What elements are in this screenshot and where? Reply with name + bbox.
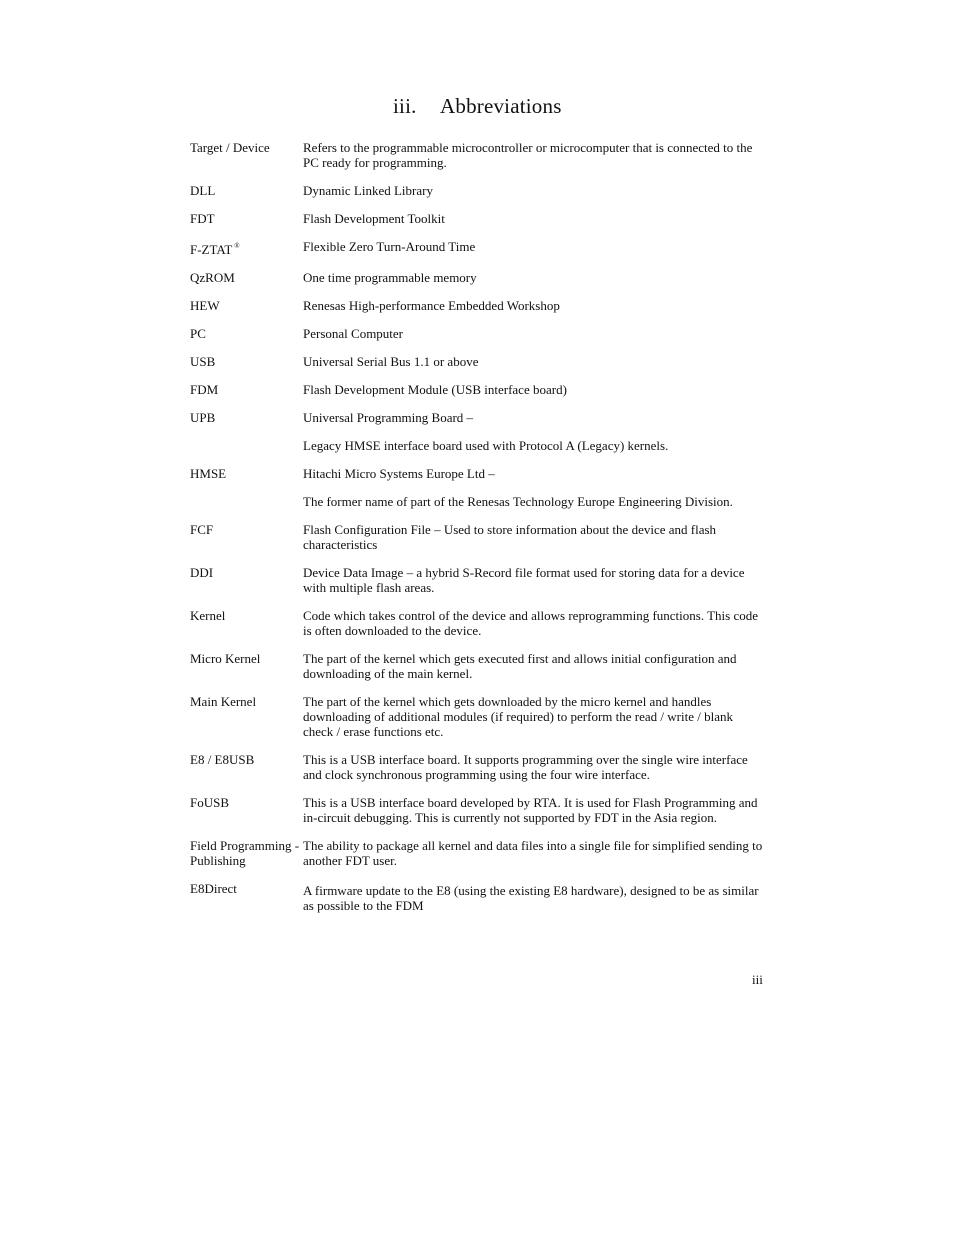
abbreviation-definition: Universal Programming Board – xyxy=(303,410,474,425)
abbreviation-list xyxy=(190,140,764,926)
abbreviation-definition: A firmware update to the E8 (using the existing E8 hardware), designed to be as similar as possible to the FDM xyxy=(303,883,759,913)
abbreviation-term: DDI xyxy=(190,565,214,580)
abbreviation-term: FDM xyxy=(190,382,219,397)
list-item xyxy=(190,382,764,397)
abbreviation-term: Target / Device xyxy=(190,140,270,155)
abbreviation-definition: The former name of part of the Renesas Technology Europe Engineering Division. xyxy=(303,494,733,509)
list-item xyxy=(190,881,764,913)
list-item xyxy=(190,211,764,226)
abbreviation-definition: This is a USB interface board. It supports programming over the single wire interface and clock synchronous programming using the four wire interface. xyxy=(303,752,748,782)
abbreviation-definition: Code which takes control of the device and allows reprogramming functions. This code is often downloaded to the device. xyxy=(303,608,758,638)
abbreviation-term xyxy=(190,438,303,453)
list-item xyxy=(190,752,764,782)
list-item xyxy=(190,565,764,595)
registered-mark: ® xyxy=(234,242,240,250)
abbreviation-definition: Dynamic Linked Library xyxy=(303,183,433,198)
page-title xyxy=(393,94,562,119)
list-item xyxy=(190,494,764,509)
list-item xyxy=(190,410,764,425)
section-title: Abbreviations xyxy=(440,94,562,118)
abbreviation-definition: Flash Development Toolkit xyxy=(303,211,445,226)
abbreviation-definition: Personal Computer xyxy=(303,326,404,341)
abbreviation-term xyxy=(190,239,303,257)
abbreviation-definition: Flash Development Module (USB interface board) xyxy=(303,382,567,397)
abbreviation-term: QzROM xyxy=(190,270,235,285)
abbreviation-term: Field Programming - Publishing xyxy=(190,838,300,868)
abbreviation-term: HEW xyxy=(190,298,220,313)
abbreviation-definition: The part of the kernel which gets downloaded by the micro kernel and handles downloading of additional modules (if required) to perform the read / write / blank check / erase functions etc. xyxy=(303,694,733,739)
section-number: iii. xyxy=(393,94,417,118)
abbreviation-definition: Device Data Image – a hybrid S-Record file format used for storing data for a device with multiple flash areas. xyxy=(303,565,745,595)
list-item xyxy=(190,608,764,638)
abbreviation-definition: The ability to package all kernel and data files into a single file for simplified sending to another FDT user. xyxy=(303,838,763,868)
abbreviation-definition: Universal Serial Bus 1.1 or above xyxy=(303,354,479,369)
abbreviation-term: Main Kernel xyxy=(190,694,257,709)
abbreviation-term: PC xyxy=(190,326,206,341)
abbreviation-term: USB xyxy=(190,354,216,369)
abbreviation-definition: The part of the kernel which gets executed first and allows initial configuration and downloading of the main kernel. xyxy=(303,651,737,681)
abbreviation-term: Kernel xyxy=(190,608,226,623)
abbreviation-definition: Renesas High-performance Embedded Workshop xyxy=(303,298,560,313)
list-item xyxy=(190,270,764,285)
list-item xyxy=(190,466,764,481)
abbreviation-definition: Flexible Zero Turn-Around Time xyxy=(303,239,476,254)
list-item xyxy=(190,522,764,552)
abbreviation-term: Micro Kernel xyxy=(190,651,261,666)
list-item xyxy=(190,326,764,341)
list-item xyxy=(190,651,764,681)
abbreviation-term xyxy=(190,494,303,509)
list-item xyxy=(190,183,764,198)
abbreviation-term-text: F-ZTAT xyxy=(190,242,233,257)
list-item xyxy=(190,298,764,313)
abbreviation-term: FCF xyxy=(190,522,214,537)
abbreviation-definition: Flash Configuration File – Used to store information about the device and flash characteristics xyxy=(303,522,717,552)
abbreviation-term: UPB xyxy=(190,410,216,425)
list-item xyxy=(190,838,764,868)
abbreviation-definition: Hitachi Micro Systems Europe Ltd – xyxy=(303,466,495,481)
list-item xyxy=(190,438,764,453)
list-item xyxy=(190,795,764,825)
abbreviation-definition: This is a USB interface board developed by RTA. It is used for Flash Programming and in-circuit debugging. This is currently not supported by FDT in the Asia region. xyxy=(303,795,758,825)
list-item xyxy=(190,239,764,257)
page-number: iii xyxy=(752,972,763,987)
abbreviation-term: HMSE xyxy=(190,466,227,481)
abbreviation-term: E8 / E8USB xyxy=(190,752,255,767)
abbreviation-term: FDT xyxy=(190,211,215,226)
abbreviation-term: DLL xyxy=(190,183,216,198)
list-item xyxy=(190,140,764,170)
abbreviation-term: E8Direct xyxy=(190,881,237,896)
list-item xyxy=(190,354,764,369)
abbreviation-definition: Refers to the programmable microcontroller or microcomputer that is connected to the PC ready for programming. xyxy=(303,140,753,170)
abbreviation-definition: One time programmable memory xyxy=(303,270,477,285)
list-item xyxy=(190,694,764,739)
abbreviation-definition: Legacy HMSE interface board used with Protocol A (Legacy) kernels. xyxy=(303,438,669,453)
abbreviation-term: FoUSB xyxy=(190,795,230,810)
